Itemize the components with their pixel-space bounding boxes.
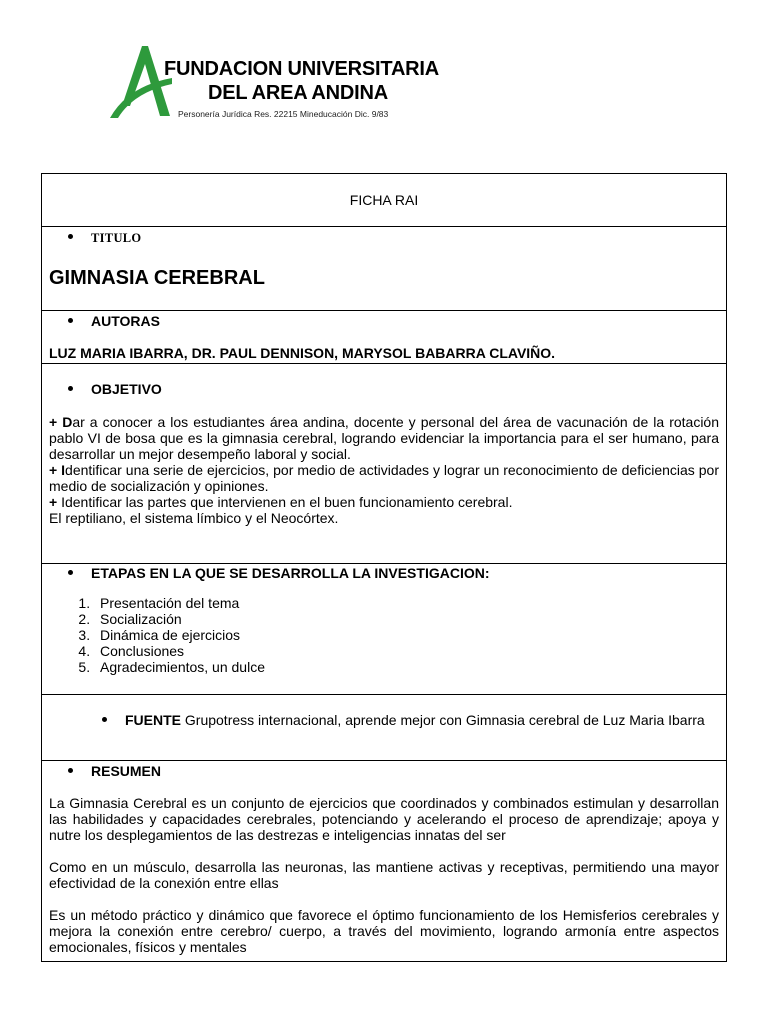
autoras-value: LUZ MARIA IBARRA, DR. PAUL DENNISON, MARYSOL BABARRA CLAVIÑO.: [49, 345, 556, 361]
bullet-dot-icon: [68, 234, 73, 239]
objetivo-p1-text: ar a conocer a los estudiantes área andina, docente y personal del área de vacunación de la rotación pablo VI de bosa que es la gimnasia cerebral, logrando evidenciar la importancia para el ser humano, para desarrollar un mejor desempeño laboral y social.: [49, 414, 719, 462]
objetivo-p3-text: Identificar las partes que intervienen en el buen funcionamiento cerebral.: [57, 494, 513, 510]
bullet-dot-icon: [68, 768, 73, 773]
resumen-bullet: [49, 763, 719, 779]
institution-header: [108, 44, 440, 124]
etapas-cell: [42, 564, 727, 695]
objetivo-p2-text: dentificar una serie de ejercicios, por medio de actividades y lograr un reconocimiento de deficiencias por medio de socialización y opiniones.: [49, 462, 719, 494]
etapas-label: ETAPAS EN LA QUE SE DESARROLLA LA INVESTIGACION:: [91, 565, 490, 581]
objetivo-label: OBJETIVO: [91, 381, 162, 397]
etapas-row: [42, 564, 727, 695]
org-name-line2: DEL AREA ANDINA: [208, 82, 388, 104]
list-item: 2. Socialización: [94, 611, 719, 627]
title-row: [42, 174, 727, 227]
org-legal-line: Personería Jurídica Res. 22215 Mineducación Dic. 9/83: [178, 109, 389, 119]
ficha-title: FICHA RAI: [349, 192, 419, 208]
autoras-label: AUTORAS: [91, 313, 160, 329]
list-item: 4. Conclusiones: [94, 643, 719, 659]
titulo-bullet: [49, 230, 719, 246]
area-andina-logo-icon: [108, 44, 178, 120]
list-item: 5. Agradecimientos, un dulce: [94, 659, 719, 675]
objetivo-row: [42, 364, 727, 564]
resumen-cell: [42, 761, 727, 962]
titulo-label: TITULO: [91, 231, 142, 245]
objetivo-bullet: [49, 381, 719, 397]
bullet-dot-icon: [68, 318, 73, 323]
resumen-row: [42, 761, 727, 962]
ficha-rai-table: [41, 173, 727, 962]
bullet-dot-icon: [102, 717, 107, 722]
objetivo-p1: [49, 414, 719, 462]
titulo-row: [42, 227, 727, 311]
etapas-bullet: [49, 565, 719, 581]
list-item: 1. Presentación del tema: [94, 595, 719, 611]
fuente-text: [125, 712, 705, 728]
list-item: 3. Dinámica de ejercicios: [94, 627, 719, 643]
fuente-label: FUENTE: [125, 712, 181, 728]
autoras-row: [42, 311, 727, 364]
resumen-p3: Es un método práctico y dinámico que favorece el óptimo funcionamiento de los Hemisferios cerebrales y mejora la conexión entre cerebro/ cuerpo, a través del movimiento, logrando armonía entre aspectos emocionales, físicos y mentales: [49, 907, 719, 955]
objetivo-p1-prefix: + D: [49, 414, 73, 430]
fuente-cell: [42, 695, 727, 761]
objetivo-p3-prefix: +: [49, 494, 58, 510]
bullet-dot-icon: [68, 570, 73, 575]
objetivo-p2-prefix: + I: [49, 462, 66, 478]
objetivo-p2: [49, 462, 719, 494]
bullet-dot-icon: [68, 386, 73, 391]
fuente-bullet: [49, 712, 719, 728]
titulo-cell: [42, 227, 727, 311]
etapas-list: [49, 595, 719, 675]
titulo-value: GIMNASIA CEREBRAL: [49, 267, 265, 289]
resumen-p2: Como en un músculo, desarrolla las neuronas, las mantiene activas y receptivas, permitiendo una mayor efectividad de la conexión entre ellas: [49, 859, 719, 891]
objetivo-p3: [49, 494, 719, 510]
autoras-bullet: [49, 313, 719, 329]
resumen-label: RESUMEN: [91, 763, 162, 779]
resumen-p1: La Gimnasia Cerebral es un conjunto de ejercicios que coordinados y combinados estimulan y desarrollan las habilidades y capacidades cerebrales, potenciando y acelerando el proceso de aprendizaje; apoya y nutre los desplegamientos de las destrezas e inteligencias innatas del ser: [49, 795, 719, 843]
fuente-row: [42, 695, 727, 761]
org-name-line1: FUNDACION UNIVERSITARIA: [164, 58, 440, 80]
fuente-value: Grupotress internacional, aprende mejor con Gimnasia cerebral de Luz Maria Ibarra: [181, 712, 705, 728]
autoras-cell: [42, 311, 727, 364]
objetivo-p4: El reptiliano, el sistema límbico y el Neocórtex.: [49, 510, 339, 526]
title-cell: [42, 174, 727, 227]
objetivo-cell: [42, 364, 727, 564]
